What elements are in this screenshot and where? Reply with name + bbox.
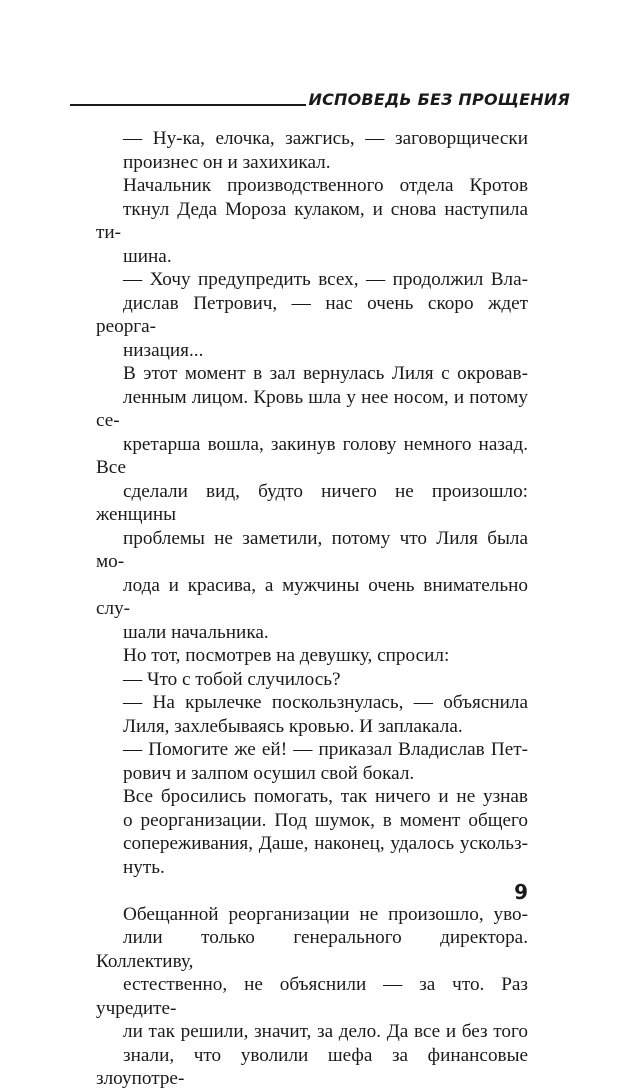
text-line: естественно, не объяснили — за что. Раз учредите- [96, 974, 528, 1019]
text-line: сделали вид, будто ничего не произошло: женщины [96, 480, 528, 525]
running-header [70, 90, 570, 112]
text-line: ленным лицом. Кровь шла у нее носом, и потому се- [96, 386, 528, 431]
text-line: проблемы не заметили, потому что Лиля была мо- [96, 527, 528, 572]
paragraph [96, 174, 528, 268]
text-line: Но тот, посмотрев на девушку, спросил: [123, 645, 450, 666]
text-line: дислав Петрович, — нас очень скоро ждет реорга- [96, 292, 528, 337]
text-line: — Что с тобой случилось? [123, 668, 341, 690]
text-line: шали начальника. [123, 621, 269, 643]
paragraph [96, 691, 528, 738]
text-line: В этот момент в зал вернулась Лиля с окровав- [123, 363, 528, 384]
text-line: — Хочу предупредить всех, — продолжил Вла- [123, 269, 528, 290]
text-line: нуть. [123, 856, 165, 878]
text-line: — На крылечке поскользнулась, — объяснила [123, 692, 528, 713]
text-line: шина. [123, 245, 172, 267]
text-line: рович и залпом осушил свой бокал. [123, 762, 415, 784]
text-line: — Помогите же ей! — приказал Владислав Пет- [123, 739, 528, 760]
running-title: ИСПОВЕДЬ БЕЗ ПРОЩЕНИЯ [308, 90, 570, 109]
text-line: лода и красива, а мужчины очень внимательно слу- [96, 574, 528, 619]
text-line: Начальник производственного отдела Кротов [123, 175, 528, 196]
text-line: ли так решили, значит, за дело. Да все и без того [123, 1021, 528, 1042]
text-line: низация... [123, 339, 204, 361]
paragraph [96, 268, 528, 362]
text-line: лили только генерального директора. Коллективу, [96, 927, 528, 972]
text-line: сопереживания, Даше, наконец, удалось ускольз- [123, 833, 528, 854]
text-line: Обещанной реорганизации не произошло, уво- [123, 903, 528, 925]
paragraph [96, 738, 528, 785]
text-line: кретарша вошла, закинув голову немного назад. Все [96, 433, 528, 478]
paragraph [96, 785, 528, 879]
body-text [96, 127, 528, 1091]
text-line: Все бросились помогать, так ничего и не узнав [123, 786, 528, 807]
text-line: Лиля, захлебываясь кровью. И заплакала. [123, 715, 463, 737]
paragraph [96, 644, 528, 668]
text-line: знали, что уволили шефа за финансовые злоупотре- [96, 1044, 528, 1089]
paragraph [96, 127, 528, 174]
text-line: о реорганизации. Под шумок, в момент общего [123, 809, 528, 831]
section-break [96, 879, 528, 903]
paragraph [96, 903, 528, 1091]
text-line: — Ну-ка, елочка, зажгись, — заговорщически [123, 128, 528, 149]
header-rule [70, 104, 306, 106]
text-line: ткнул Деда Мороза кулаком, и снова наступила ти- [96, 198, 528, 243]
text-line: произнес он и захихикал. [123, 151, 331, 173]
paragraph [96, 668, 528, 692]
paragraph [96, 362, 528, 644]
page-number: 9 [514, 880, 528, 904]
